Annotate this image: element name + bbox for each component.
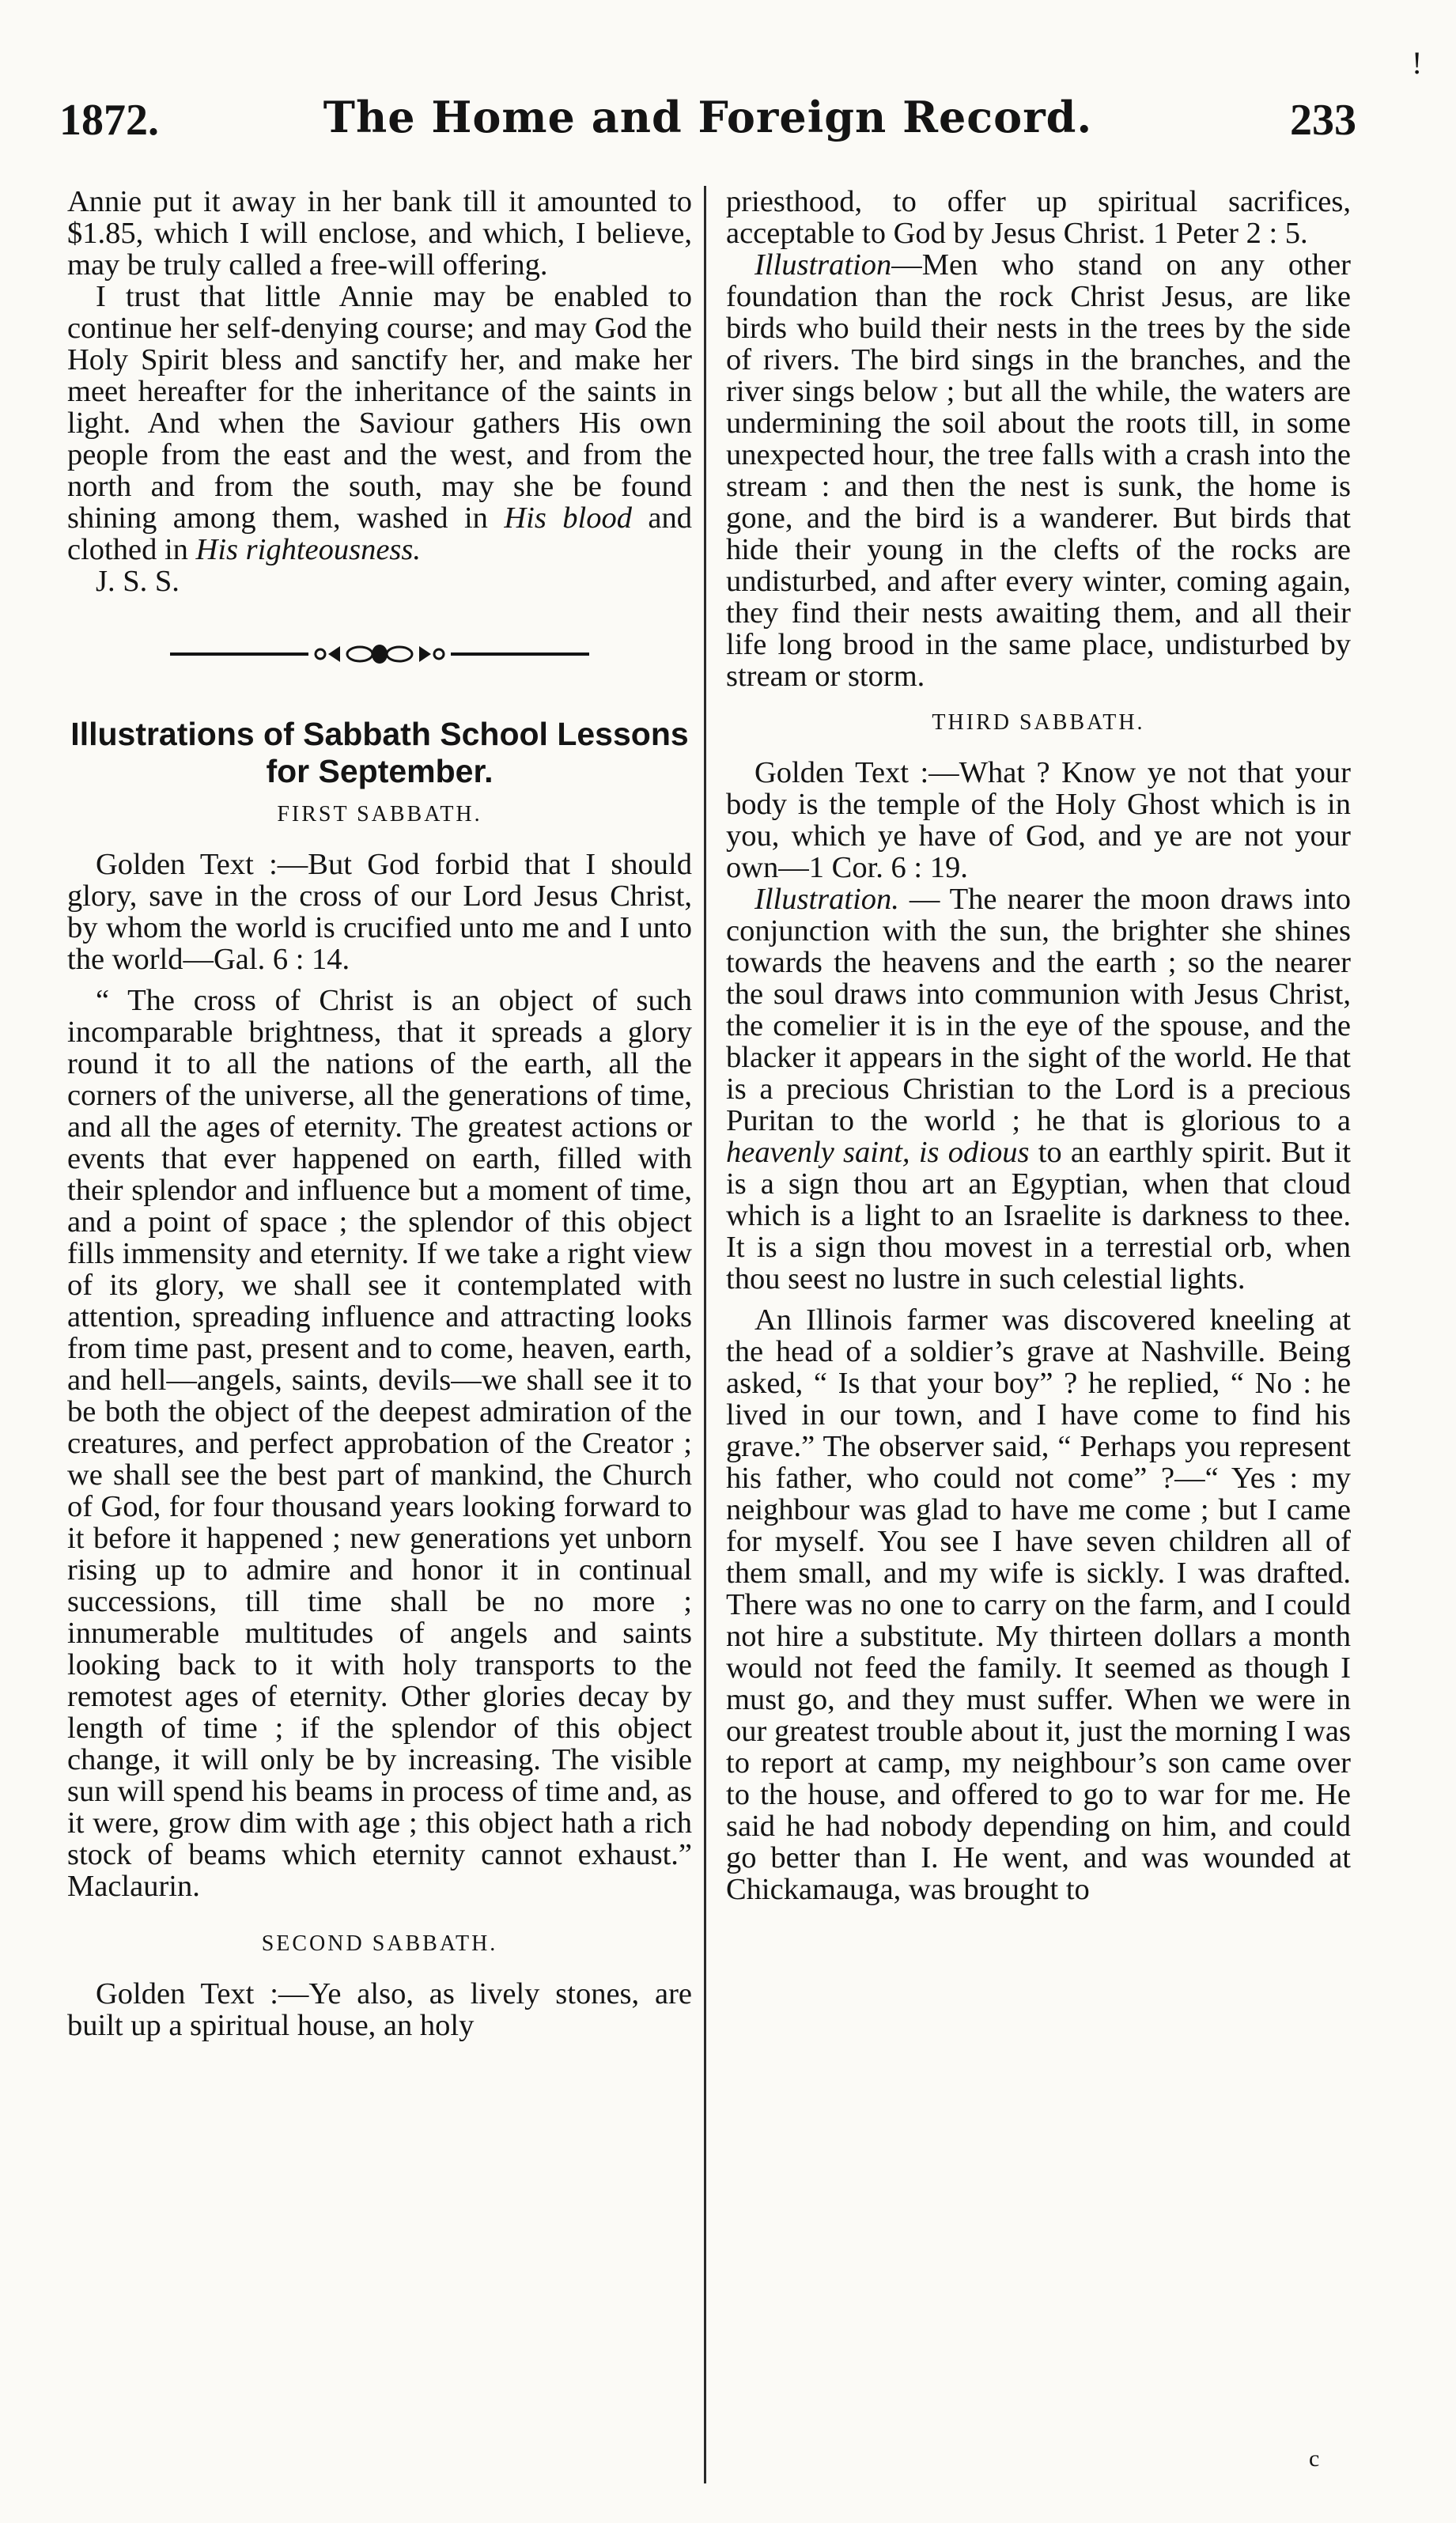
letter-paragraph: Annie put it away in her bank till it amounted to $1.85, which I will enclose, and which, I believe, may be truly called a free-will offering. (67, 185, 692, 282)
golden-text-1: Golden Text :—But God forbid that I should glory, save in the cross of our Lord Jesus Christ, by whom the world is crucified unto me and I unto the world—Gal. 6 : 14. (67, 848, 692, 976)
footer-mark: c (1309, 2445, 1320, 2472)
signature: J. S. S. (96, 565, 180, 598)
subhead-second-sabbath: SECOND SABBATH. (261, 1931, 498, 1956)
header-year: 1872. (59, 96, 159, 145)
illustration-label: Illustration (754, 248, 892, 282)
golden-text-2: Golden Text :—Ye also, as lively stones, are built up a spiritual house, an holy (67, 1977, 692, 2042)
section-title: Illustrations of Sabbath School Lessons for September. (70, 716, 689, 789)
margin-mark: ! (1412, 45, 1423, 81)
emphasis-heavenly-saint: heavenly saint, is odious (726, 1136, 1030, 1169)
right-column (726, 186, 1351, 1905)
column-divider (704, 186, 706, 2483)
emphasis-righteousness: righteousness. (245, 533, 422, 566)
left-column (67, 186, 692, 2041)
illustration-birds: Illustration—Men who stand on any other foundation than the rock Christ Jesus, are like birds who build their nests in the trees by the side of rivers. The bird sings in the branches, and the river sings below ; but all the while, the waters are undermining the soil about the roots till, in some unexpected hour, the tree falls with a crash into the stream : and then the nest is sunk, the home is gone, and the bird is a wanderer. But birds that hide their young in the clefts of the rocks are undisturbed, and after every winter, coming again, they find their nests awaiting them, and all their life long brood in the same place, undisturbed by stream or storm. (726, 248, 1351, 693)
illinois-farmer-story: An Illinois farmer was discovered kneeling at the head of a soldier’s grave at Nashville. Being asked, “ Is that your boy” ? he replied, “ No : he lived in our town, and I have come to find his grave.” The observer said, “ Perhaps you represent his father, who could not come” ?—“ Yes : my neighbour was glad to have me come ; but I came for myself. You see I have seven children all of them small, and my wife is sickly. I was drafted. There was no one to carry on the farm, and I could not hire a substitute. My thirteen dollars a month would not feed the family. It seemed as though I must go, and they must suffer. When we were in our greatest trouble about it, just the morning I was to report at camp, my neighbour’s son came over to the house, and offered to go to war for me. He said he had nobody depending on him, and could go better than I. He went, and was wounded at Chickamauga, was brought to (726, 1303, 1351, 1906)
subhead-third-sabbath: THIRD SABBATH. (932, 710, 1145, 735)
golden-text-2-continued: priesthood, to offer up spiritual sacrifices, acceptable to God by Jesus Christ. 1 Peter 2 : 5. (726, 185, 1351, 250)
subhead-first-sabbath: FIRST SABBATH. (277, 802, 482, 826)
page-header (59, 92, 1356, 166)
emphasis-his: His (504, 501, 546, 535)
header-page-number: 233 (1290, 96, 1356, 145)
maclaurin-quote: “ The cross of Christ is an object of such incomparable brightness, that it spreads a glory round it to all the nations of the earth, all the corners of the universe, all the generations of time, and all the ages of eternity. The greatest actions or events that ever happened on earth, filled with their splendor and influence but a moment of time, and a point of space ; the splendor of this object fills immensity and eternity. If we take a right view of its glory, we shall see it contemplated with attention, spreading influence and attracting looks from time past, present and to come, heaven, earth, and hell—angels, saints, devils—we shall see it to be both the object of the deepest admiration of the creatures, and perfect approbation of the Creator ; we shall see the best part of mankind, the Church of God, for four thousand years looking forward to it before it happened ; new generations yet unborn rising up to admire and honor it in continual successions, till time shall be no more ; innumerable multitudes of angels and saints looking back to it with holy transports to the remotest ages of eternity. Other glories decay by length of time ; if the splendor of this object change, it will only be by increasing. The visible sun will spend his beams in process of time and, as it were, grow dim with age ; this object hath a rich stock of beams which eternity cannot exhaust.” Maclaurin. (67, 984, 692, 1903)
illustration-moon: Illustration. — The nearer the moon draws into conjunction with the sun, the brighter she shines towards the heavens and the earth ; so the nearer the soul draws into communion with Jesus Christ, the comelier it is in the eye of the spouse, and the blacker it appears in the sight of the world. He that is a precious Christian to the Lord is a precious Puritan to the world ; he that is glorious to a heavenly saint, is odious to an earthly spirit. But it is a sign thou art an Egyptian, when that cloud which is a light to an Israelite is darkness to thee. It is a sign thou movest in a terrestial orb, when thou seest no lustre in such celestial lights. (726, 883, 1351, 1296)
emphasis-his-2: His (195, 533, 239, 566)
emphasis-blood: blood (562, 501, 632, 535)
golden-text-3: Golden Text :—What ? Know ye not that your body is the temple of the Holy Ghost which is in you, which ye have of God, and ye are not your own—1 Cor. 6 : 19. (726, 756, 1351, 884)
letter-closing-paragraph: I trust that little Annie may be enabled to continue her self-denying course; and may God the Holy Spirit bless and sanctify her, and make her meet hereafter for the inheritance of the saints in light. And when the Saviour gathers His own people from the east and the west, and from the north and from the south, may she be found shining among them, washed in His blood and clothed in His righteousness. (67, 280, 693, 566)
illustration-label-2: Illustration. (754, 883, 899, 916)
ornament-rule-icon (166, 643, 593, 665)
ornament-divider (67, 640, 692, 671)
header-title: The Home and Foreign Record. (323, 92, 1093, 142)
